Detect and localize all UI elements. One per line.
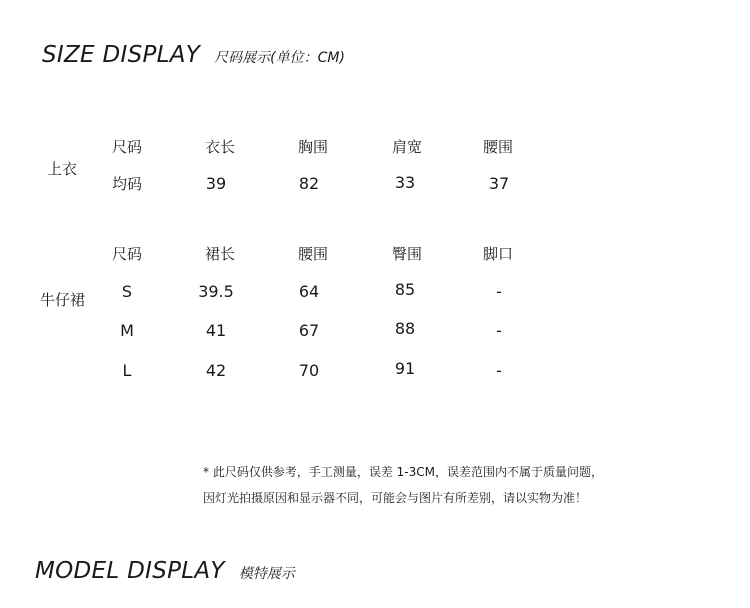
model-display-title: MODEL DISPLAY <box>35 558 225 584</box>
skirt-row-l-hip: 91 <box>394 359 416 378</box>
size-display-heading <box>42 42 345 68</box>
measurement-note-line-1: * 此尺码仅供参考，手工测量，误差 1-3CM，误差范围内不属于质量问题， <box>203 465 603 479</box>
skirt-header-length: 裙长 <box>204 245 236 263</box>
skirt-header-hip: 臀围 <box>391 245 423 263</box>
skirt-row-m-length: 41 <box>205 321 227 340</box>
skirt-row-l-waist: 70 <box>298 361 320 380</box>
top-value-length: 39 <box>205 174 227 193</box>
skirt-row-s-length: 39.5 <box>198 282 234 301</box>
skirt-header-waist: 腰围 <box>297 245 329 263</box>
size-display-title: SIZE DISPLAY <box>42 42 201 68</box>
skirt-header-hem: 脚口 <box>482 245 514 263</box>
top-value-shoulder: 33 <box>394 173 416 192</box>
skirt-row-l-size: L <box>122 361 132 380</box>
size-display-subtitle: 尺码展示(单位：CM) <box>214 50 345 66</box>
skirt-row-l-length: 42 <box>205 361 227 380</box>
skirt-row-m-size: M <box>120 321 134 340</box>
skirt-row-m-hip: 88 <box>394 319 416 338</box>
top-header-shoulder: 肩宽 <box>391 138 423 156</box>
model-display-heading <box>35 558 295 584</box>
top-header-waist: 腰围 <box>482 138 514 156</box>
skirt-category-label: 牛仔裙 <box>40 291 86 309</box>
skirt-row-s-size: S <box>121 282 133 301</box>
top-value-waist: 37 <box>488 174 510 193</box>
model-display-subtitle: 模特展示 <box>238 566 295 582</box>
top-value-size: 均码 <box>111 175 143 193</box>
top-value-bust: 82 <box>298 174 320 193</box>
top-category-label: 上衣 <box>47 160 78 178</box>
top-header-length: 衣长 <box>204 138 236 156</box>
skirt-row-m-waist: 67 <box>298 321 320 340</box>
skirt-row-l-hem: - <box>496 361 502 380</box>
skirt-row-s-waist: 64 <box>298 282 320 301</box>
skirt-row-m-hem: - <box>496 321 502 340</box>
measurement-note-line-2: 因灯光拍摄原因和显示器不同，可能会与图片有所差别，请以实物为准！ <box>203 491 588 505</box>
skirt-row-s-hip: 85 <box>394 280 416 299</box>
skirt-header-size: 尺码 <box>111 245 143 263</box>
top-header-bust: 胸围 <box>297 138 329 156</box>
skirt-row-s-hem: - <box>496 282 502 301</box>
top-header-size: 尺码 <box>111 138 143 156</box>
